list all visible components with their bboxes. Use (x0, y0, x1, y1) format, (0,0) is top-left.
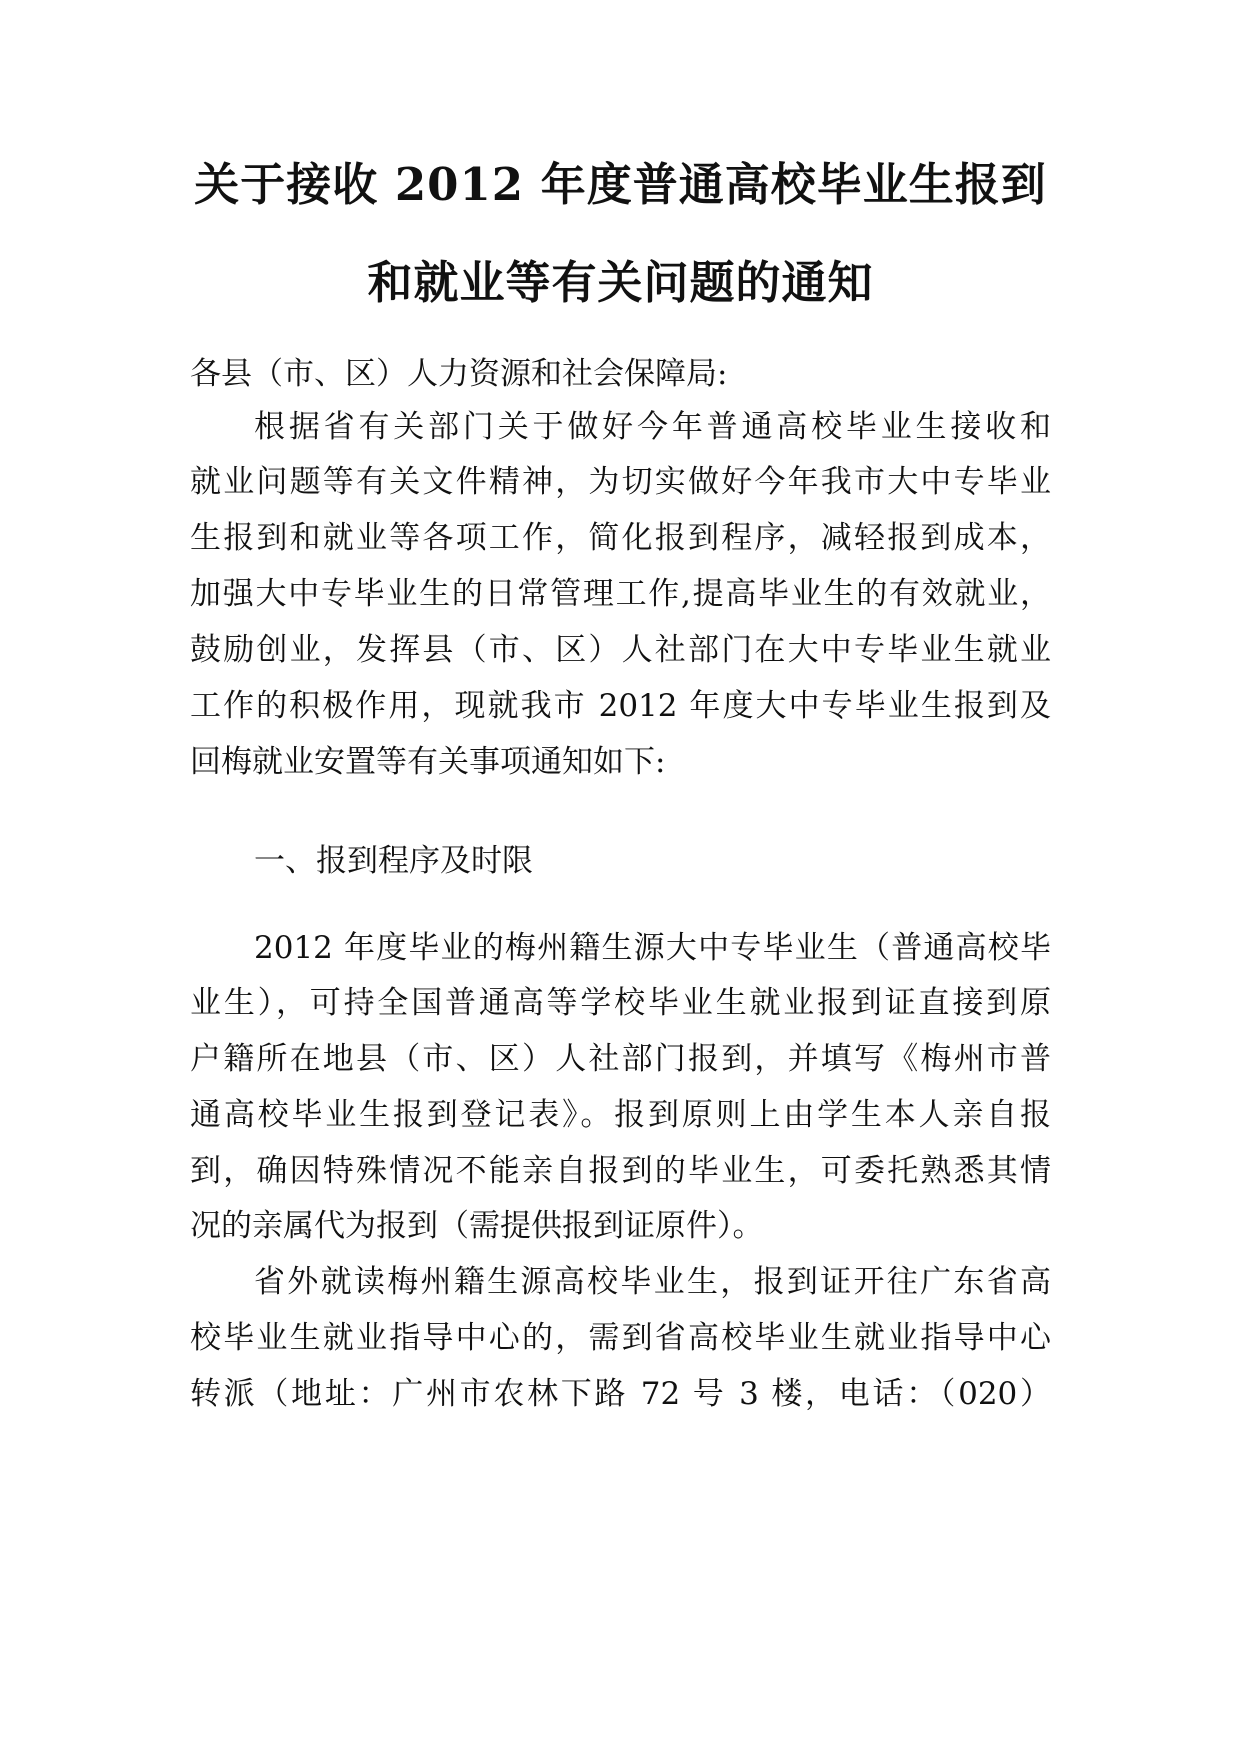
paragraph-1-line: 就业问题等有关文件精神，为切实做好今年我市大中专毕业 (190, 464, 1051, 500)
paragraph-1-line: 根据省有关部门关于做好今年普通高校毕业生接收和 (254, 409, 1051, 445)
salutation: 各县（市、区）人力资源和社会保障局: (190, 356, 728, 392)
paragraph-3-line: 校毕业生就业指导中心的，需到省高校毕业生就业指导中心 (190, 1320, 1051, 1356)
paragraph-1-line: 鼓励创业，发挥县（市、区）人社部门在大中专毕业生就业 (190, 632, 1051, 668)
paragraph-2-line: 2012 年度毕业的梅州籍生源大中专毕业生（普通高校毕 (254, 930, 1051, 966)
paragraph-2-line: 通高校毕业生报到登记表》。报到原则上由学生本人亲自报 (190, 1097, 1051, 1133)
paragraph-2-line: 户籍所在地县（市、区）人社部门报到，并填写《梅州市普 (190, 1041, 1051, 1077)
document-title-line-1: 关于接收 2012 年度普通高校毕业生报到 (194, 158, 1047, 211)
section-1-heading: 一、报到程序及时限 (254, 843, 533, 879)
paragraph-1-line: 加强大中专毕业生的日常管理工作,提高毕业生的有效就业， (190, 576, 1051, 612)
paragraph-2-line: 况的亲属代为报到（需提供报到证原件）。 (190, 1208, 764, 1244)
paragraph-2-line: 业生），可持全国普通高等学校毕业生就业报到证直接到原 (190, 985, 1051, 1021)
paragraph-1-line: 工作的积极作用，现就我市 2012 年度大中专毕业生报到及 (190, 688, 1051, 724)
document-title-line-2: 和就业等有关问题的通知 (367, 256, 874, 309)
paragraph-3-line: 省外就读梅州籍生源高校毕业生，报到证开往广东省高 (254, 1264, 1051, 1300)
paragraph-3-line: 转派（地址：广州市农林下路 72 号 3 楼，电话：（020） (190, 1376, 1051, 1412)
paragraph-1-line: 生报到和就业等各项工作，简化报到程序，减轻报到成本， (190, 520, 1051, 556)
paragraph-2-line: 到，确因特殊情况不能亲自报到的毕业生，可委托熟悉其情 (190, 1153, 1051, 1189)
paragraph-1-line: 回梅就业安置等有关事项通知如下: (190, 744, 666, 780)
